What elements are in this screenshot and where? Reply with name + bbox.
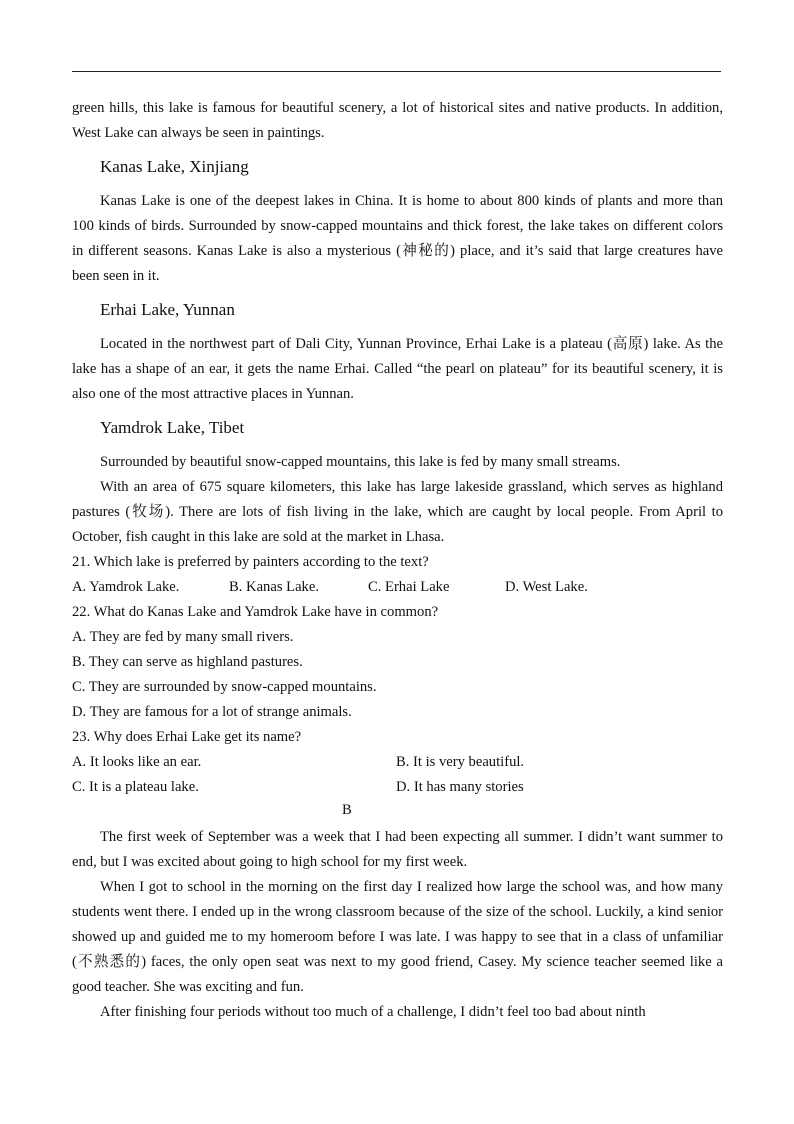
section-heading: Yamdrok Lake, Tibet <box>100 418 245 437</box>
option-d: D. They are famous for a lot of strange animals. <box>72 704 352 720</box>
question-stem: 23. Why does Erhai Lake get its name? <box>72 729 302 745</box>
paragraph: Kanas Lake is one of the deepest lakes in China. It is home to about 800 kinds of plants and more than 100 kinds of birds. Surrounded by snow-capped mountains and thick forest, the lake takes on different colors in different seasons. Kanas Lake is also a mysterious (神秘的) place, and it’s said that large creatures have been seen in it. <box>72 193 723 284</box>
option-b: B. They can serve as highland pastures. <box>72 654 303 670</box>
passage-a-intro: green hills, this lake is famous for beautiful scenery, a lot of historical sites and native products. In addition, West Lake can always be seen in paintings. <box>72 100 723 141</box>
section-heading: Erhai Lake, Yunnan <box>100 300 235 319</box>
question-23 <box>72 725 723 800</box>
option-a: A. They are fed by many small rivers. <box>72 629 294 645</box>
option-d: D. It has many stories <box>396 779 524 795</box>
option-c: C. It is a plateau lake. <box>72 779 199 795</box>
paragraph: Surrounded by beautiful snow-capped mountains, this lake is fed by many small streams. <box>100 454 621 470</box>
question-options <box>72 575 723 600</box>
question-options <box>72 775 723 800</box>
option-d: D. West Lake. <box>505 579 588 595</box>
page-body <box>72 96 723 1025</box>
option-a: A. It looks like an ear. <box>72 754 202 770</box>
header-rule <box>72 71 721 72</box>
paragraph: The first week of September was a week that I had been expecting all summer. I didn’t want summer to end, but I was excited about going to high school for my first week. <box>72 829 723 870</box>
question-21 <box>72 550 723 600</box>
paragraph: With an area of 675 square kilometers, this lake has large lakeside grassland, which serves as highland pastures (牧场). There are lots of fish living in the lake, which are caught by local people. From April to October, fish caught in this lake are sold at the market in Lhasa. <box>72 479 723 545</box>
question-stem: 21. Which lake is preferred by painters according to the text? <box>72 554 429 570</box>
passage-b <box>72 825 723 1025</box>
option-a: A. Yamdrok Lake. <box>72 579 180 595</box>
paragraph: When I got to school in the morning on the first day I realized how large the school was, and how many students went there. I ended up in the wrong classroom because of the size of the school. Luckily, a kind senior showed up and guided me to my homeroom before I was late. I was happy to see that in a class of unfamiliar (不熟悉的) faces, the only open seat was next to my good friend, Casey. My science teacher seemed like a good teacher. She was exciting and fun. <box>72 879 723 995</box>
section-yamdrok <box>72 417 723 550</box>
section-heading: Kanas Lake, Xinjiang <box>100 157 249 176</box>
option-c: C. They are surrounded by snow-capped mountains. <box>72 679 377 695</box>
question-stem: 22. What do Kanas Lake and Yamdrok Lake have in common? <box>72 604 439 620</box>
passage-b-letter: B <box>342 802 352 818</box>
option-b: B. It is very beautiful. <box>396 754 525 770</box>
paragraph: Located in the northwest part of Dali City, Yunnan Province, Erhai Lake is a plateau (高原) lake. As the lake has a shape of an ear, it gets the name Erhai. Called “the pearl on plateau” for its beautiful scenery, it is also one of the most attractive places in Yunnan. <box>72 336 723 402</box>
section-erhai <box>72 299 723 407</box>
question-options <box>72 750 723 775</box>
option-c: C. Erhai Lake <box>368 579 450 595</box>
question-22 <box>72 600 723 725</box>
section-kanas <box>72 156 723 289</box>
option-b: B. Kanas Lake. <box>229 579 319 595</box>
paragraph: After finishing four periods without too much of a challenge, I didn’t feel too bad about ninth <box>100 1004 646 1020</box>
